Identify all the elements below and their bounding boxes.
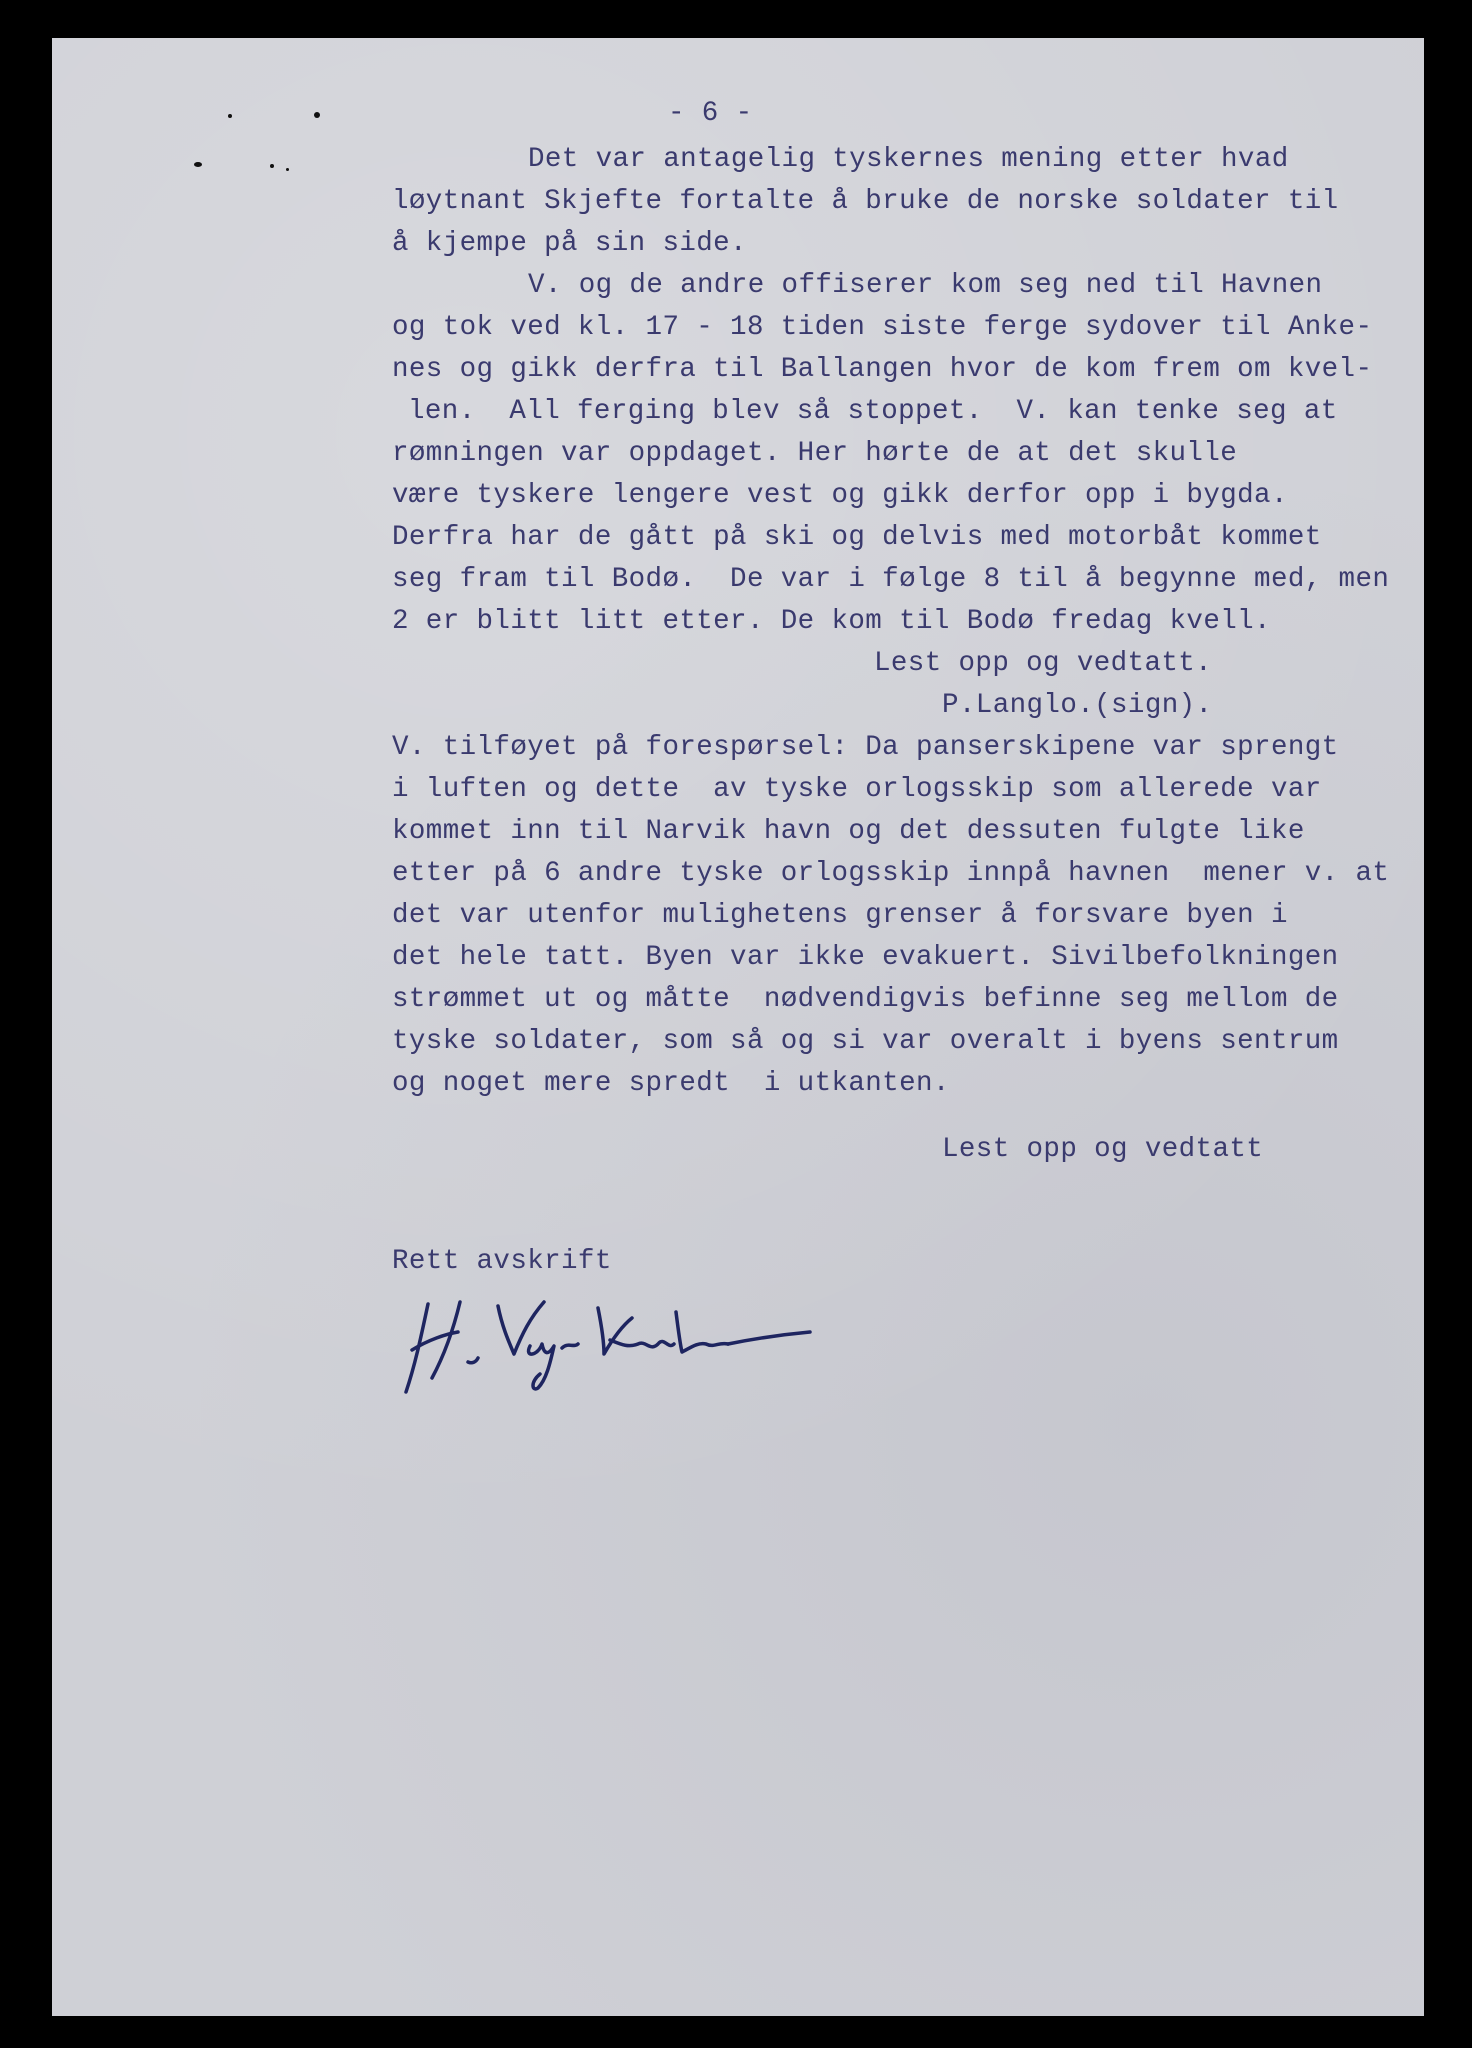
text-line: 2 er blitt litt etter. De kom til Bodø fredag kvell. xyxy=(392,606,1271,637)
text-line: len. All ferging blev så stoppet. V. kan tenke seg at xyxy=(408,396,1338,427)
text-line: tyske soldater, som så og si var overalt i byens sentrum xyxy=(392,1026,1339,1057)
text-line: rømningen var oppdaget. Her hørte de at det skulle xyxy=(392,438,1238,469)
text-line: strømmet ut og måtte nødvendigvis befinne seg mellom de xyxy=(392,984,1339,1015)
margin-mark xyxy=(194,162,202,167)
closing-line: Lest opp og vedtatt xyxy=(942,1134,1264,1165)
certification-label: Rett avskrift xyxy=(392,1246,612,1277)
text-line: V. tilføyet på forespørsel: Da panserskipene var sprengt xyxy=(392,732,1339,763)
text-line: Derfra har de gått på ski og delvis med motorbåt kommet xyxy=(392,522,1322,553)
text-line: i luften og dette av tyske orlogsskip som allerede var xyxy=(392,774,1322,805)
text-line: V. og de andre offiserer kom seg ned til Havnen xyxy=(528,270,1323,301)
text-line: det var utenfor mulighetens grenser å forsvare byen i xyxy=(392,900,1288,931)
text-line: løytnant Skjefte fortalte å bruke de norske soldater til xyxy=(392,186,1339,217)
text-line: å kjempe på sin side. xyxy=(392,228,747,259)
margin-mark xyxy=(270,164,274,168)
text-line: etter på 6 andre tyske orlogsskip innpå havnen mener v. at xyxy=(392,858,1390,889)
margin-mark xyxy=(228,114,232,118)
closing-line: Lest opp og vedtatt. xyxy=(874,648,1213,679)
text-line: nes og gikk derfra til Ballangen hvor de kom frem om kvel- xyxy=(392,354,1373,385)
text-line: kommet inn til Narvik havn og det dessuten fulgte like xyxy=(392,816,1305,847)
text-line: og noget mere spredt i utkanten. xyxy=(392,1068,950,1099)
text-line: og tok ved kl. 17 - 18 tiden siste ferge sydover til Anke- xyxy=(392,312,1373,343)
margin-mark xyxy=(286,168,289,171)
text-line: være tyskere lengere vest og gikk derfor opp i bygda. xyxy=(392,480,1288,511)
text-line: Det var antagelig tyskernes mening etter hvad xyxy=(528,144,1289,175)
margin-mark xyxy=(314,112,320,118)
page-number: - 6 - xyxy=(668,98,753,129)
handwritten-signature xyxy=(398,1282,818,1402)
text-line: seg fram til Bodø. De var i følge 8 til å begynne med, men xyxy=(392,564,1390,595)
text-line: det hele tatt. Byen var ikke evakuert. Sivilbefolkningen xyxy=(392,942,1339,973)
signature-name: P.Langlo.(sign). xyxy=(942,690,1213,721)
